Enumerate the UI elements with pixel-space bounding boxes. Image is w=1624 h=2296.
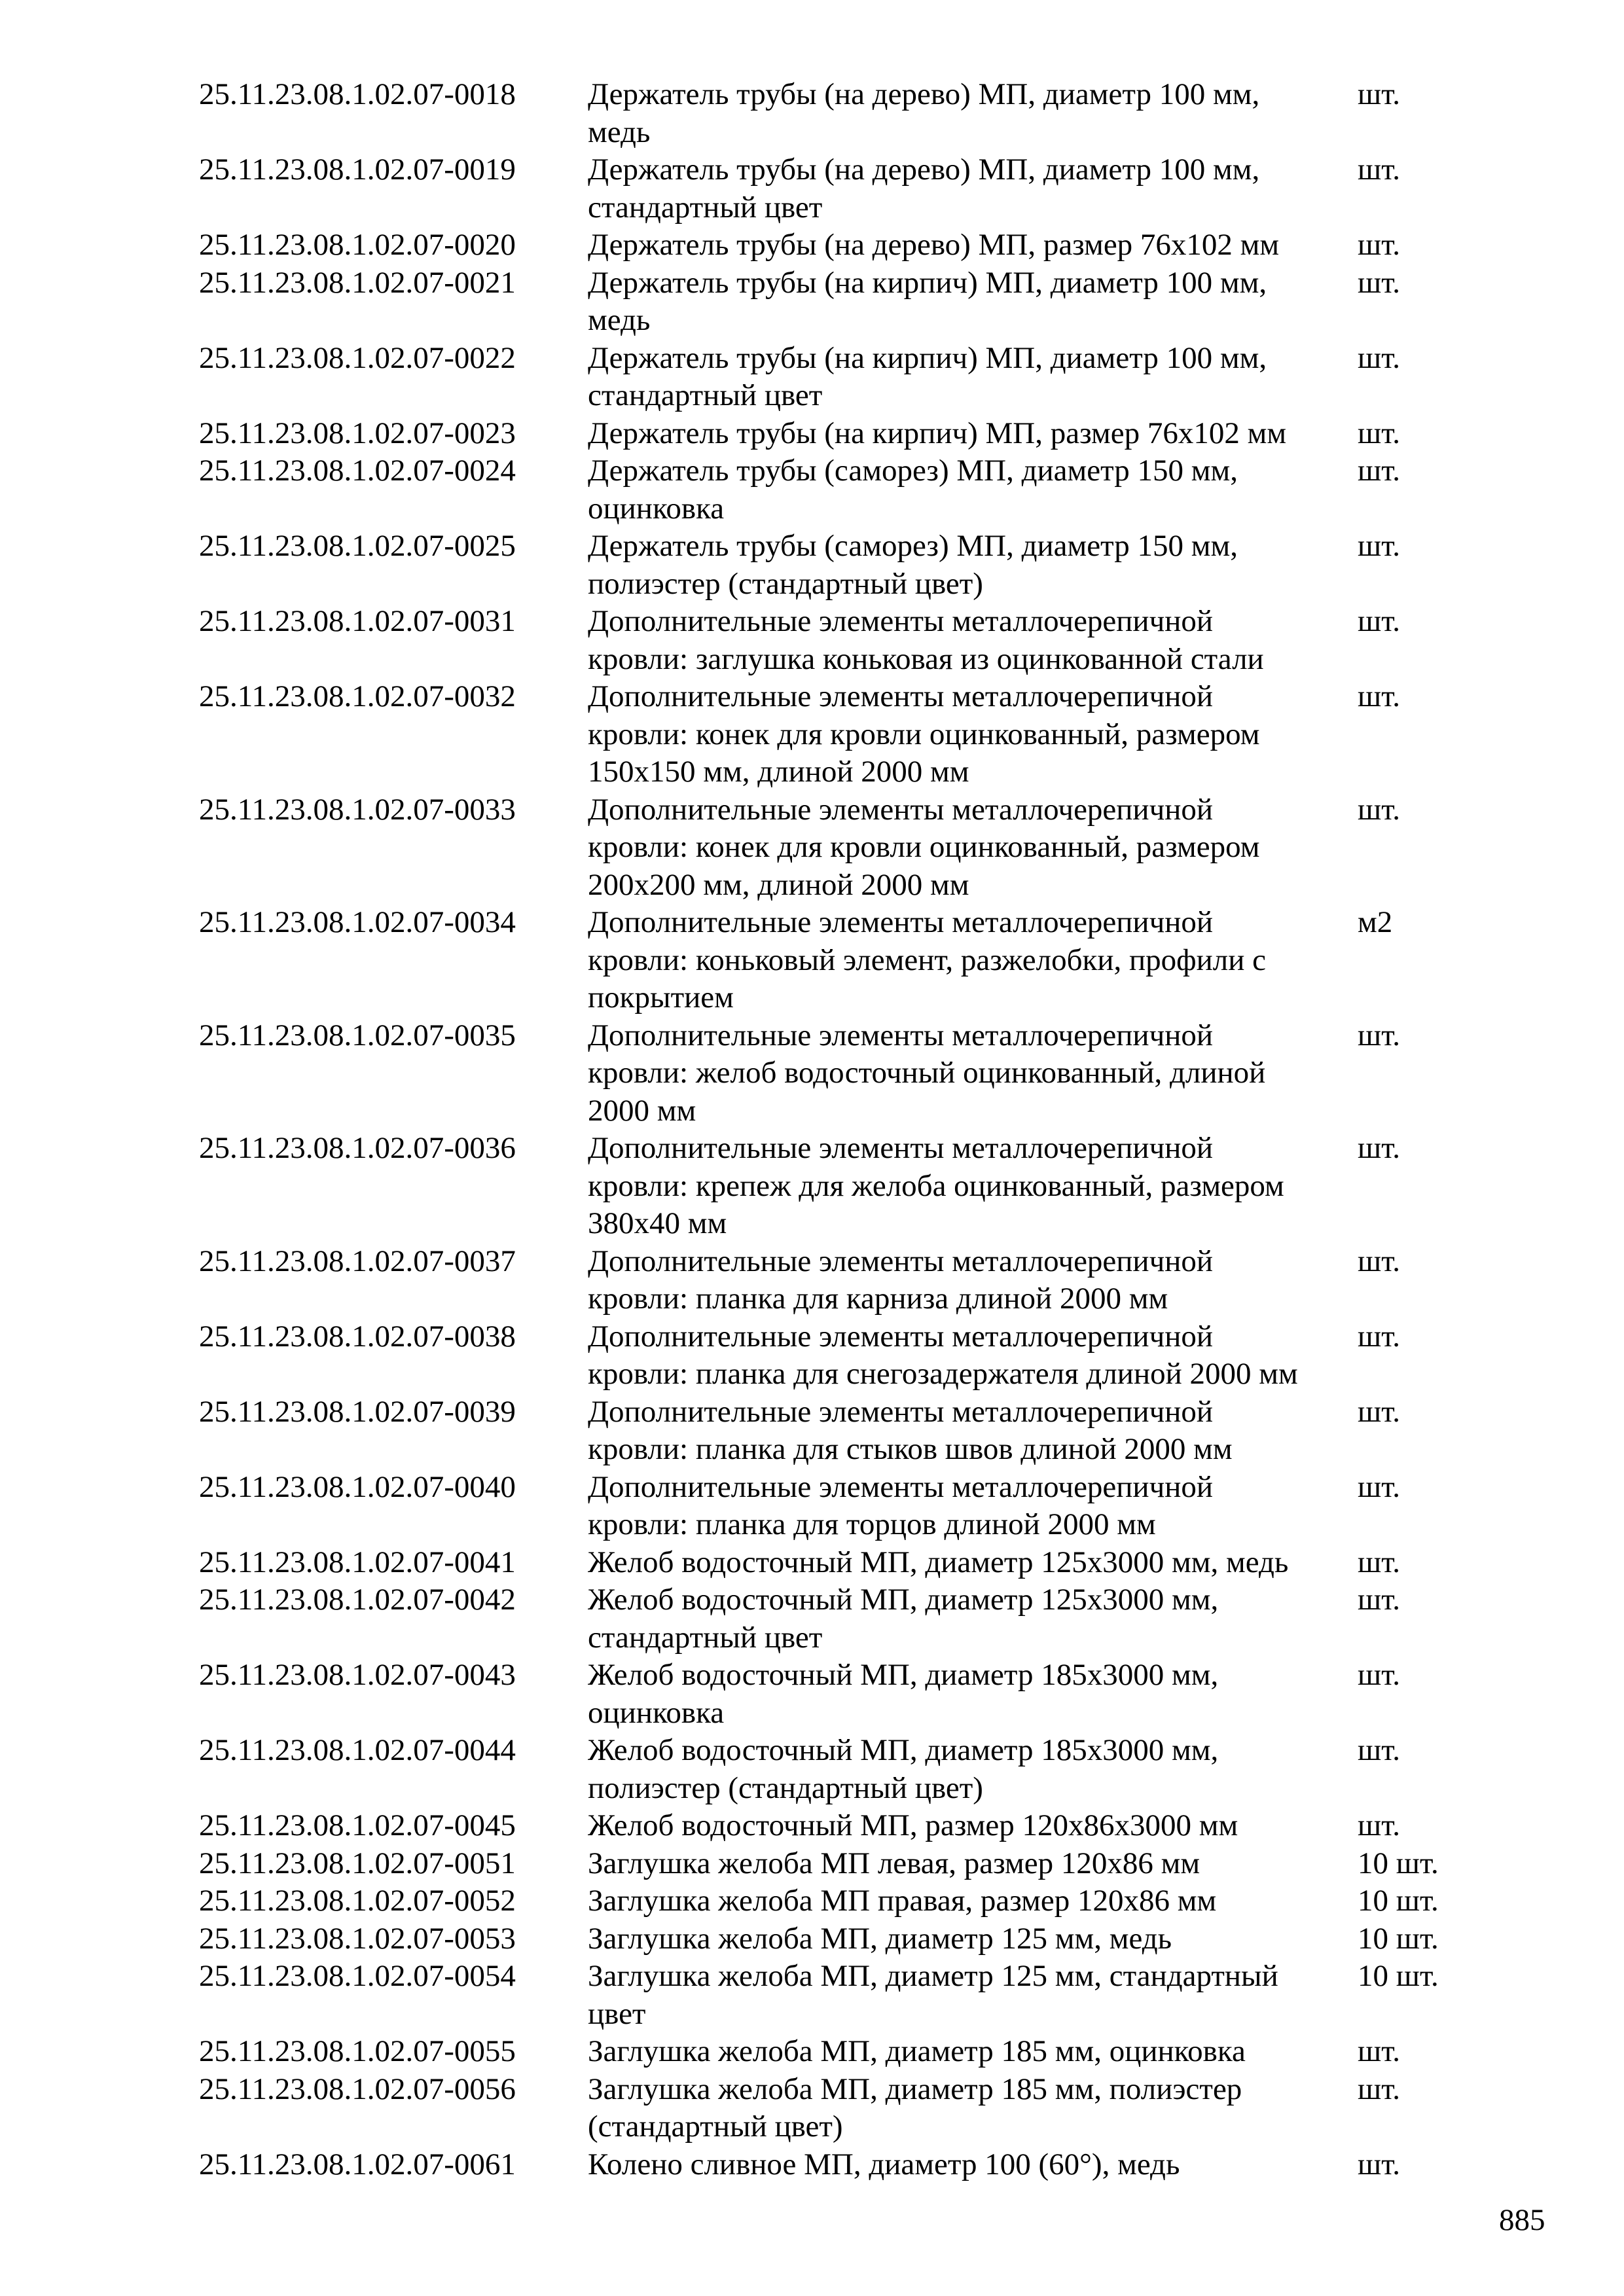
table-row xyxy=(199,1807,1482,1845)
resource-code: 25.11.23.08.1.02.07-0044 xyxy=(199,1733,516,1767)
measure-unit: шт. xyxy=(1358,529,1400,563)
measure-unit: шт. xyxy=(1358,340,1400,375)
table-row xyxy=(199,1845,1482,1883)
table-row xyxy=(199,76,1482,151)
resource-code: 25.11.23.08.1.02.07-0025 xyxy=(199,529,516,563)
page-number: 885 xyxy=(1499,2203,1545,2237)
table-row xyxy=(199,1243,1482,1318)
table-row xyxy=(199,415,1482,453)
resource-code: 25.11.23.08.1.02.07-0020 xyxy=(199,228,516,262)
resource-name: Держатель трубы (саморез) МП, диаметр 150 мм, полиэстер (стандартный цвет) xyxy=(588,529,1238,601)
table-row xyxy=(199,1657,1482,1732)
table-row xyxy=(199,226,1482,264)
measure-unit: шт. xyxy=(1358,792,1400,827)
measure-unit: шт. xyxy=(1358,1244,1400,1278)
resource-name: Желоб водосточный МП, диаметр 125х3000 мм, стандартный цвет xyxy=(588,1583,1219,1655)
resource-name: Держатель трубы (саморез) МП, диаметр 150 мм, оцинковка xyxy=(588,454,1238,526)
table-row xyxy=(199,1130,1482,1243)
resource-code: 25.11.23.08.1.02.07-0024 xyxy=(199,454,516,488)
measure-unit: шт. xyxy=(1358,2147,1400,2181)
table-row xyxy=(199,1732,1482,1807)
measure-unit: шт. xyxy=(1358,416,1400,450)
resource-name: Держатель трубы (на кирпич) МП, диаметр 100 мм, медь xyxy=(588,265,1267,337)
measure-unit: шт. xyxy=(1358,1018,1400,1052)
table-row xyxy=(199,1882,1482,1920)
measure-unit: шт. xyxy=(1358,1545,1400,1579)
resource-code: 25.11.23.08.1.02.07-0036 xyxy=(199,1131,516,1165)
table-row xyxy=(199,264,1482,340)
measure-unit: 10 шт. xyxy=(1358,1959,1439,1993)
resource-code: 25.11.23.08.1.02.07-0031 xyxy=(199,604,516,638)
measure-unit: шт. xyxy=(1358,265,1400,300)
resource-code: 25.11.23.08.1.02.07-0041 xyxy=(199,1545,516,1579)
resource-name: Дополнительные элементы металлочерепичной кровли: планка для карниза длиной 2000 мм xyxy=(588,1244,1214,1316)
resource-code: 25.11.23.08.1.02.07-0055 xyxy=(199,2034,516,2068)
resource-code: 25.11.23.08.1.02.07-0035 xyxy=(199,1018,516,1052)
resource-name: Заглушка желоба МП левая, размер 120х86 мм xyxy=(588,1846,1200,1880)
resource-name: Держатель трубы (на дерево) МП, диаметр 100 мм, медь xyxy=(588,77,1260,149)
measure-unit: шт. xyxy=(1358,1131,1400,1165)
resource-name: Желоб водосточный МП, диаметр 125х3000 мм, медь xyxy=(588,1545,1289,1579)
measure-unit: м2 xyxy=(1358,905,1393,939)
measure-unit: шт. xyxy=(1358,1658,1400,1692)
table-row xyxy=(199,1318,1482,1393)
table-row xyxy=(199,528,1482,603)
resource-code: 25.11.23.08.1.02.07-0033 xyxy=(199,792,516,827)
measure-unit: 10 шт. xyxy=(1358,1846,1439,1880)
measure-unit: шт. xyxy=(1358,1319,1400,1354)
resource-code: 25.11.23.08.1.02.07-0040 xyxy=(199,1469,516,1504)
table-row xyxy=(199,452,1482,528)
resource-code: 25.11.23.08.1.02.07-0018 xyxy=(199,77,516,111)
resource-name: Дополнительные элементы металлочерепичной кровли: желоб водосточный оцинкованный, длиной 2000 мм xyxy=(588,1018,1266,1128)
resource-name: Дополнительные элементы металлочерепичной кровли: планка для торцов длиной 2000 мм xyxy=(588,1469,1214,1541)
table-row xyxy=(199,2146,1482,2184)
resource-name: Дополнительные элементы металлочерепичной кровли: заглушка коньковая из оцинкованной стали xyxy=(588,604,1264,676)
resource-name: Держатель трубы (на кирпич) МП, диаметр 100 мм, стандартный цвет xyxy=(588,340,1267,412)
table-row xyxy=(199,1017,1482,1130)
table-row xyxy=(199,2071,1482,2146)
table-row xyxy=(199,678,1482,791)
table-row xyxy=(199,1544,1482,1582)
resource-code: 25.11.23.08.1.02.07-0022 xyxy=(199,340,516,375)
resource-code: 25.11.23.08.1.02.07-0042 xyxy=(199,1583,516,1617)
resource-code: 25.11.23.08.1.02.07-0032 xyxy=(199,679,516,713)
resource-name: Держатель трубы (на дерево) МП, размер 76х102 мм xyxy=(588,228,1280,262)
resource-name: Дополнительные элементы металлочерепичной кровли: конек для кровли оцинкованный, размером 200х200 мм, длиной 2000 мм xyxy=(588,792,1260,902)
resource-name: Дополнительные элементы металлочерепичной кровли: планка для снегозадержателя длиной 2000 мм xyxy=(588,1319,1298,1391)
resource-code: 25.11.23.08.1.02.07-0039 xyxy=(199,1394,516,1429)
resource-code: 25.11.23.08.1.02.07-0052 xyxy=(199,1884,516,1918)
resource-name: Желоб водосточный МП, диаметр 185х3000 мм, оцинковка xyxy=(588,1658,1219,1730)
resource-name: Держатель трубы (на дерево) МП, диаметр 100 мм, стандартный цвет xyxy=(588,152,1260,224)
resource-name: Дополнительные элементы металлочерепичной кровли: планка для стыков швов длиной 2000 мм xyxy=(588,1394,1233,1466)
resource-code: 25.11.23.08.1.02.07-0061 xyxy=(199,2147,516,2181)
measure-unit: шт. xyxy=(1358,152,1400,187)
measure-unit: шт. xyxy=(1358,77,1400,111)
measure-unit: 10 шт. xyxy=(1358,1921,1439,1956)
resource-code: 25.11.23.08.1.02.07-0056 xyxy=(199,2072,516,2106)
measure-unit: шт. xyxy=(1358,679,1400,713)
measure-unit: шт. xyxy=(1358,604,1400,638)
resource-name: Заглушка желоба МП, диаметр 125 мм, медь xyxy=(588,1921,1172,1956)
measure-unit: шт. xyxy=(1358,454,1400,488)
resource-name: Держатель трубы (на кирпич) МП, размер 76х102 мм xyxy=(588,416,1287,450)
table-row xyxy=(199,904,1482,1017)
resource-code: 25.11.23.08.1.02.07-0038 xyxy=(199,1319,516,1354)
resource-code: 25.11.23.08.1.02.07-0054 xyxy=(199,1959,516,1993)
price-list-table xyxy=(199,76,1482,2183)
measure-unit: шт. xyxy=(1358,228,1400,262)
resource-code: 25.11.23.08.1.02.07-0019 xyxy=(199,152,516,187)
table-row xyxy=(199,151,1482,226)
table-row xyxy=(199,1581,1482,1657)
table-row xyxy=(199,1393,1482,1469)
resource-name: Дополнительные элементы металлочерепичной кровли: коньковый элемент, разжелобки, профили с покрытием xyxy=(588,905,1266,1014)
measure-unit: шт. xyxy=(1358,1469,1400,1504)
resource-code: 25.11.23.08.1.02.07-0034 xyxy=(199,905,516,939)
resource-code: 25.11.23.08.1.02.07-0043 xyxy=(199,1658,516,1692)
table-row xyxy=(199,791,1482,905)
resource-name: Заглушка желоба МП, диаметр 185 мм, полиэстер (стандартный цвет) xyxy=(588,2072,1242,2144)
resource-code: 25.11.23.08.1.02.07-0053 xyxy=(199,1921,516,1956)
resource-code: 25.11.23.08.1.02.07-0045 xyxy=(199,1808,516,1842)
resource-code: 25.11.23.08.1.02.07-0023 xyxy=(199,416,516,450)
measure-unit: шт. xyxy=(1358,1808,1400,1842)
resource-name: Колено сливное МП, диаметр 100 (60°), медь xyxy=(588,2147,1180,2181)
table-row xyxy=(199,2033,1482,2071)
resource-code: 25.11.23.08.1.02.07-0037 xyxy=(199,1244,516,1278)
measure-unit: шт. xyxy=(1358,2072,1400,2106)
table-row xyxy=(199,1469,1482,1544)
measure-unit: шт. xyxy=(1358,1733,1400,1767)
measure-unit: 10 шт. xyxy=(1358,1884,1439,1918)
measure-unit: шт. xyxy=(1358,2034,1400,2068)
table-row xyxy=(199,340,1482,415)
resource-code: 25.11.23.08.1.02.07-0021 xyxy=(199,265,516,300)
measure-unit: шт. xyxy=(1358,1583,1400,1617)
resource-name: Дополнительные элементы металлочерепичной кровли: крепеж для желоба оцинкованный, размером 380х40 мм xyxy=(588,1131,1284,1240)
resource-name: Желоб водосточный МП, размер 120х86х3000 мм xyxy=(588,1808,1238,1842)
resource-name: Заглушка желоба МП, диаметр 185 мм, оцинковка xyxy=(588,2034,1246,2068)
resource-name: Заглушка желоба МП правая, размер 120х86 мм xyxy=(588,1884,1217,1918)
table-row xyxy=(199,603,1482,678)
resource-name: Заглушка желоба МП, диаметр 125 мм, стандартный цвет xyxy=(588,1959,1278,2031)
table-row xyxy=(199,1920,1482,1958)
table-row xyxy=(199,1958,1482,2033)
resource-code: 25.11.23.08.1.02.07-0051 xyxy=(199,1846,516,1880)
resource-name: Желоб водосточный МП, диаметр 185х3000 мм, полиэстер (стандартный цвет) xyxy=(588,1733,1219,1805)
resource-name: Дополнительные элементы металлочерепичной кровли: конек для кровли оцинкованный, размером 150х150 мм, длиной 2000 мм xyxy=(588,679,1260,789)
measure-unit: шт. xyxy=(1358,1394,1400,1429)
